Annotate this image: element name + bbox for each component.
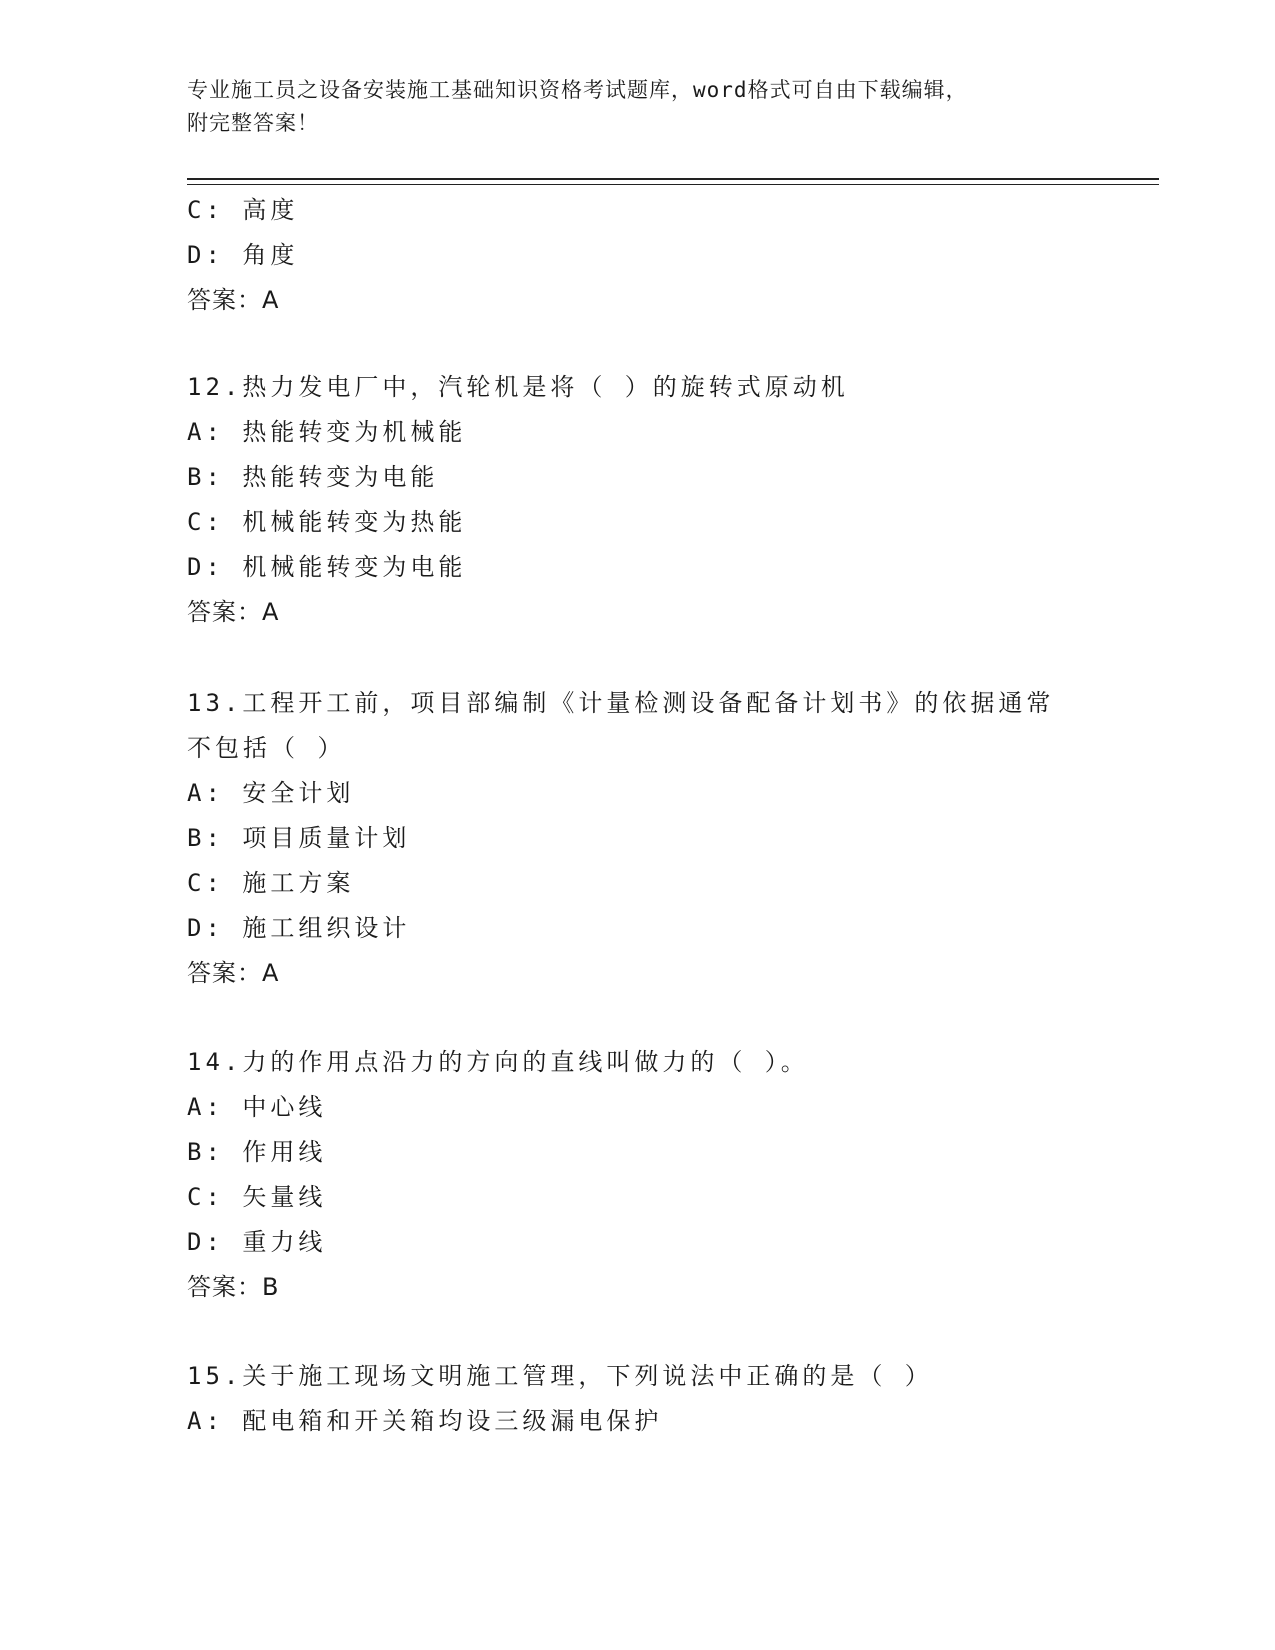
q12-option-b: B: 热能转变为电能	[187, 463, 439, 491]
header-line-1: 专业施工员之设备安装施工基础知识资格考试题库，word格式可自由下载编辑，	[187, 78, 968, 102]
q14-option-c: C: 矢量线	[187, 1183, 327, 1211]
q14-answer: 答案：B	[187, 1273, 280, 1301]
header-divider-thick	[187, 178, 1159, 180]
q14-question: 14.力的作用点沿力的方向的直线叫做力的（ ）。	[187, 1048, 809, 1076]
q15-question: 15.关于施工现场文明施工管理，下列说法中正确的是（ ）	[187, 1362, 933, 1390]
q14-option-a: A: 中心线	[187, 1093, 327, 1121]
q11-option-c: C: 高度	[187, 196, 299, 224]
header-line-2: 附完整答案！	[187, 111, 319, 135]
q13-option-a: A: 安全计划	[187, 779, 355, 807]
q12-option-a: A: 热能转变为机械能	[187, 418, 467, 446]
header-divider-thin	[187, 184, 1159, 185]
q13-option-d: D: 施工组织设计	[187, 914, 411, 942]
q12-answer: 答案：A	[187, 598, 280, 626]
q13-question-line-1: 13.工程开工前，项目部编制《计量检测设备配备计划书》的依据通常	[187, 689, 1055, 717]
q14-option-b: B: 作用线	[187, 1138, 327, 1166]
q13-answer: 答案：A	[187, 959, 280, 987]
q13-option-b: B: 项目质量计划	[187, 824, 411, 852]
q13-option-c: C: 施工方案	[187, 869, 355, 897]
q14-option-d: D: 重力线	[187, 1228, 327, 1256]
q11-option-d: D: 角度	[187, 241, 299, 269]
q13-question-line-2: 不包括（ ）	[187, 734, 346, 762]
q11-answer: 答案：A	[187, 286, 280, 314]
q12-option-c: C: 机械能转变为热能	[187, 508, 467, 536]
document-header	[187, 74, 1087, 140]
q12-option-d: D: 机械能转变为电能	[187, 553, 467, 581]
q12-question: 12.热力发电厂中，汽轮机是将（ ）的旋转式原动机	[187, 373, 849, 401]
q15-option-a: A: 配电箱和开关箱均设三级漏电保护	[187, 1407, 663, 1435]
